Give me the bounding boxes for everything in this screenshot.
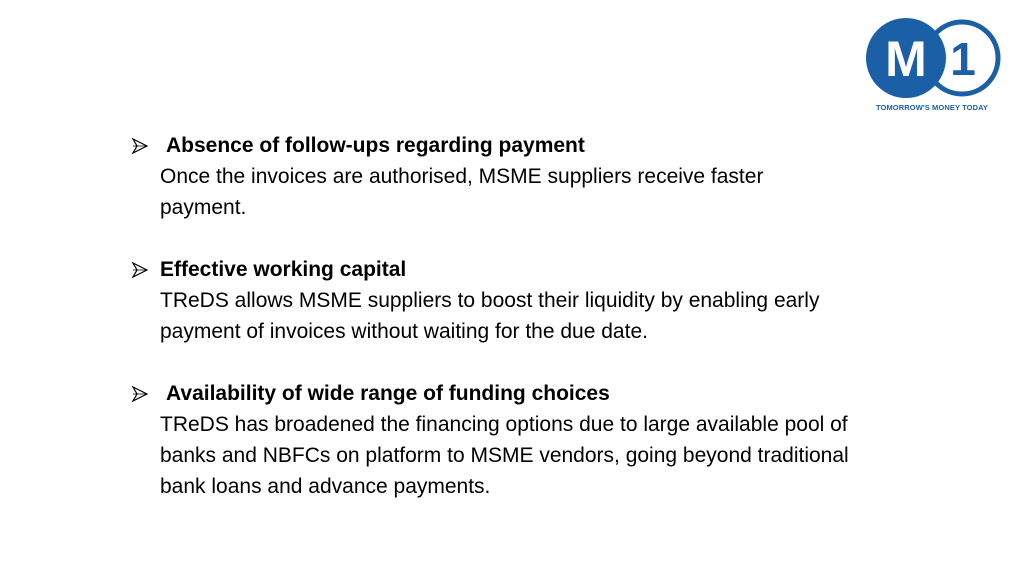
arrowhead-bullet-icon xyxy=(132,386,160,402)
item-heading: Absence of follow-ups regarding payment xyxy=(166,134,585,157)
m1-logo-mark xyxy=(862,15,1002,101)
list-item xyxy=(132,130,852,223)
list-item xyxy=(132,378,852,502)
item-body: TReDS allows MSME suppliers to boost their liquidity by enabling early payment of invoices without waiting for the due date. xyxy=(160,289,820,343)
m1-logo xyxy=(862,15,1002,115)
logo-number: 1 xyxy=(950,33,976,85)
list-item xyxy=(132,254,852,347)
item-body: Once the invoices are authorised, MSME suppliers receive faster payment. xyxy=(160,165,764,219)
logo-letter: M xyxy=(885,31,927,87)
content-area xyxy=(132,130,852,533)
arrowhead-bullet-icon xyxy=(132,262,160,278)
item-body: TReDS has broadened the financing options due to large available pool of banks and NBFCs on platform to MSME vendors, going beyond traditional bank loans and advance payments. xyxy=(160,413,849,498)
logo-tagline: TOMORROW'S MONEY TODAY xyxy=(875,103,989,112)
item-heading: Availability of wide range of funding choices xyxy=(166,382,610,405)
arrowhead-bullet-icon xyxy=(132,138,160,154)
item-heading: Effective working capital xyxy=(160,258,407,281)
